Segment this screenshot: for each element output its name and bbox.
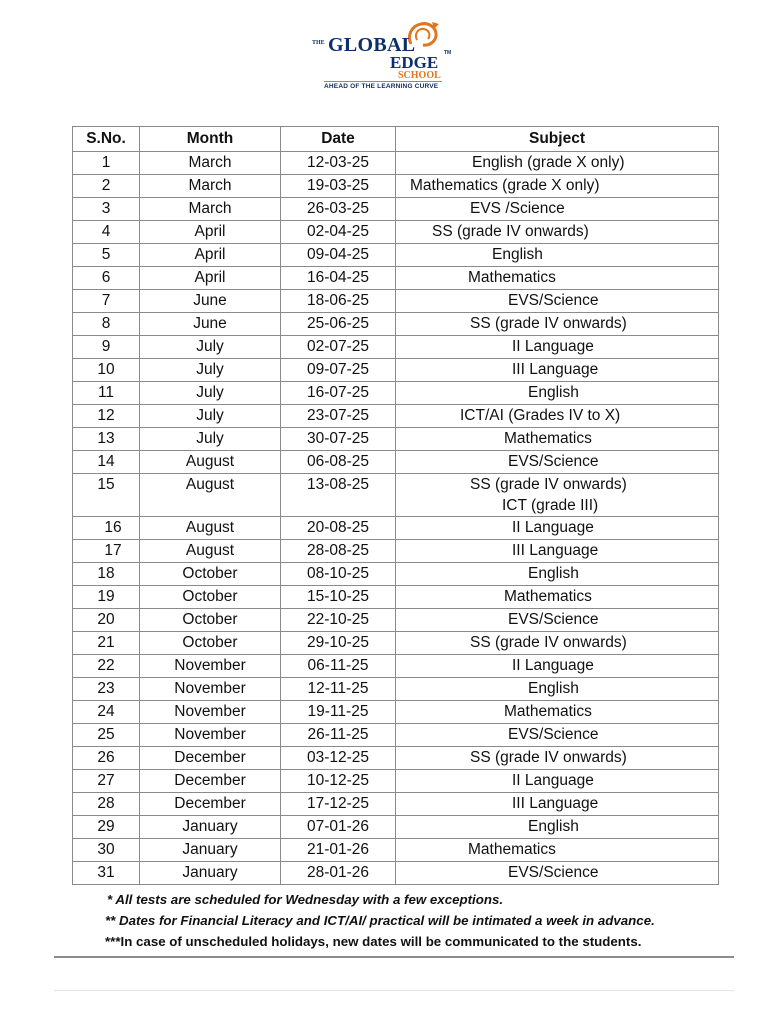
cell-date: 03-12-25 [281, 747, 396, 770]
table-row [73, 336, 719, 359]
cell-date: 19-03-25 [281, 175, 396, 198]
cell-date: 16-04-25 [281, 267, 396, 290]
subject-text: EVS /Science [470, 200, 565, 217]
subject-text: Mathematics [468, 841, 556, 858]
cell-subject [396, 747, 719, 770]
cell-subject [396, 451, 719, 474]
footnote-1: * All tests are scheduled for Wednesday with a few exceptions. [107, 892, 504, 907]
logo-global: GLOBAL [328, 34, 416, 56]
cell-date: 29-10-25 [281, 632, 396, 655]
table-row [73, 517, 719, 540]
logo-school: SCHOOL [398, 70, 441, 81]
subject-text: II Language [512, 772, 594, 789]
cell-subject [396, 816, 719, 839]
cell-subject [396, 586, 719, 609]
subject-text: English [528, 680, 579, 697]
cell-date: 22-10-25 [281, 609, 396, 632]
cell-date: 09-07-25 [281, 359, 396, 382]
cell-date: 21-01-26 [281, 839, 396, 862]
cell-date: 09-04-25 [281, 244, 396, 267]
cell-month: June [140, 290, 281, 313]
table-row [73, 221, 719, 244]
subject-text-secondary: ICT (grade III) [502, 497, 599, 514]
table-row [73, 678, 719, 701]
table-header-row [73, 127, 719, 152]
cell-sno: 27 [73, 770, 140, 793]
cell-subject [396, 701, 719, 724]
cell-subject [396, 313, 719, 336]
cell-date: 30-07-25 [281, 428, 396, 451]
cell-date: 08-10-25 [281, 563, 396, 586]
cell-date: 06-08-25 [281, 451, 396, 474]
cell-sno: 31 [73, 862, 140, 885]
cell-month: October [140, 632, 281, 655]
cell-subject [396, 175, 719, 198]
subject-text: English [528, 565, 579, 582]
school-logo [306, 20, 456, 94]
subject-text: SS (grade IV onwards) [470, 315, 627, 332]
cell-subject [396, 678, 719, 701]
cell-month: December [140, 770, 281, 793]
subject-text: EVS/Science [508, 611, 599, 628]
cell-month: November [140, 724, 281, 747]
subject-text: SS (grade IV onwards) [470, 476, 627, 493]
cell-subject [396, 632, 719, 655]
cell-sno: 24 [73, 701, 140, 724]
table-row [73, 382, 719, 405]
cell-month: November [140, 655, 281, 678]
cell-subject [396, 474, 719, 517]
logo-trademark: TM [444, 50, 452, 56]
table-row [73, 405, 719, 428]
cell-sno: 21 [73, 632, 140, 655]
cell-sno: 30 [73, 839, 140, 862]
table-row [73, 701, 719, 724]
cell-month: March [140, 152, 281, 175]
table-row [73, 655, 719, 678]
table-row [73, 563, 719, 586]
cell-subject [396, 540, 719, 563]
subject-text: Mathematics [468, 269, 556, 286]
cell-date: 13-08-25 [281, 474, 396, 517]
cell-subject [396, 359, 719, 382]
cell-sno: 28 [73, 793, 140, 816]
cell-month: July [140, 382, 281, 405]
table-row [73, 724, 719, 747]
cell-sno: 9 [73, 336, 140, 359]
table-row [73, 152, 719, 175]
table-row [73, 586, 719, 609]
cell-month: June [140, 313, 281, 336]
cell-date: 19-11-25 [281, 701, 396, 724]
cell-sno: 5 [73, 244, 140, 267]
cell-sno: 13 [73, 428, 140, 451]
cell-date: 10-12-25 [281, 770, 396, 793]
table-row [73, 770, 719, 793]
subject-text: II Language [512, 657, 594, 674]
divider-line-faint [54, 990, 734, 991]
cell-date: 12-11-25 [281, 678, 396, 701]
subject-text: English [528, 818, 579, 835]
cell-sno: 4 [73, 221, 140, 244]
subject-text: EVS/Science [508, 726, 599, 743]
subject-text: EVS/Science [508, 453, 599, 470]
cell-month: March [140, 198, 281, 221]
cell-subject [396, 609, 719, 632]
cell-sno: 2 [73, 175, 140, 198]
cell-sno: 26 [73, 747, 140, 770]
cell-sno: 17 [73, 540, 140, 563]
cell-sno: 10 [73, 359, 140, 382]
cell-subject [396, 221, 719, 244]
subject-text: SS (grade IV onwards) [470, 749, 627, 766]
cell-subject [396, 405, 719, 428]
cell-sno: 7 [73, 290, 140, 313]
cell-subject [396, 839, 719, 862]
subject-text: II Language [512, 519, 594, 536]
logo-tagline: AHEAD OF THE LEARNING CURVE [324, 83, 439, 90]
cell-date: 28-01-26 [281, 862, 396, 885]
cell-sno: 20 [73, 609, 140, 632]
cell-sno: 1 [73, 152, 140, 175]
cell-date: 18-06-25 [281, 290, 396, 313]
cell-date: 06-11-25 [281, 655, 396, 678]
subject-text: English [528, 384, 579, 401]
table-row [73, 747, 719, 770]
cell-date: 16-07-25 [281, 382, 396, 405]
table-row [73, 198, 719, 221]
table-row [73, 609, 719, 632]
cell-date: 26-11-25 [281, 724, 396, 747]
cell-month: July [140, 428, 281, 451]
cell-date: 23-07-25 [281, 405, 396, 428]
cell-subject [396, 382, 719, 405]
subject-text: Mathematics [504, 703, 592, 720]
cell-sno: 3 [73, 198, 140, 221]
cell-sno: 14 [73, 451, 140, 474]
cell-month: January [140, 839, 281, 862]
cell-date: 20-08-25 [281, 517, 396, 540]
subject-text: ICT/AI (Grades IV to X) [460, 407, 621, 424]
cell-date: 02-04-25 [281, 221, 396, 244]
cell-month: August [140, 540, 281, 563]
subject-text: Mathematics (grade X only) [410, 177, 600, 194]
cell-month: December [140, 793, 281, 816]
subject-text: Mathematics [504, 430, 592, 447]
table-row [73, 175, 719, 198]
cell-sno: 19 [73, 586, 140, 609]
subject-text: EVS/Science [508, 864, 599, 881]
subject-text: SS (grade IV onwards) [470, 634, 627, 651]
cell-month: October [140, 563, 281, 586]
cell-sno: 23 [73, 678, 140, 701]
cell-month: July [140, 405, 281, 428]
cell-sno: 16 [73, 517, 140, 540]
table-row [73, 244, 719, 267]
cell-month: August [140, 474, 281, 517]
cell-date: 15-10-25 [281, 586, 396, 609]
subject-text: II Language [512, 338, 594, 355]
header-month: Month [140, 127, 281, 152]
table-row [73, 793, 719, 816]
logo-edge: EDGE [390, 53, 439, 72]
subject-text: English [492, 246, 543, 263]
cell-date: 12-03-25 [281, 152, 396, 175]
cell-month: October [140, 586, 281, 609]
cell-subject [396, 793, 719, 816]
cell-subject [396, 563, 719, 586]
cell-subject [396, 336, 719, 359]
table-row [73, 474, 719, 517]
cell-subject [396, 770, 719, 793]
subject-text: EVS/Science [508, 292, 599, 309]
cell-month: March [140, 175, 281, 198]
cell-subject [396, 267, 719, 290]
cell-month: November [140, 678, 281, 701]
table-row [73, 313, 719, 336]
cell-sno: 25 [73, 724, 140, 747]
cell-month: November [140, 701, 281, 724]
header-subject: Subject [396, 127, 719, 152]
header-sno: S.No. [73, 127, 140, 152]
subject-text: III Language [512, 361, 599, 378]
cell-month: April [140, 244, 281, 267]
cell-month: July [140, 336, 281, 359]
logo-underline [324, 81, 442, 82]
table-body [73, 152, 719, 885]
subject-text: III Language [512, 542, 599, 559]
table-row [73, 290, 719, 313]
table-row [73, 267, 719, 290]
subject-text: SS (grade IV onwards) [432, 223, 589, 240]
cell-sno: 11 [73, 382, 140, 405]
cell-sno: 29 [73, 816, 140, 839]
subject-text: Mathematics [504, 588, 592, 605]
cell-date: 26-03-25 [281, 198, 396, 221]
cell-month: August [140, 517, 281, 540]
cell-month: April [140, 267, 281, 290]
table-row [73, 862, 719, 885]
cell-date: 25-06-25 [281, 313, 396, 336]
table-row [73, 816, 719, 839]
logo-the: THE [312, 40, 325, 46]
cell-month: August [140, 451, 281, 474]
cell-month: July [140, 359, 281, 382]
cell-month: April [140, 221, 281, 244]
cell-date: 17-12-25 [281, 793, 396, 816]
table-row [73, 632, 719, 655]
cell-sno: 6 [73, 267, 140, 290]
table-row [73, 540, 719, 563]
cell-sno: 15 [73, 474, 140, 517]
cell-subject [396, 244, 719, 267]
cell-month: October [140, 609, 281, 632]
subject-text: English (grade X only) [472, 154, 625, 171]
cell-date: 02-07-25 [281, 336, 396, 359]
cell-subject [396, 198, 719, 221]
cell-subject [396, 517, 719, 540]
cell-sno: 12 [73, 405, 140, 428]
footnote-2: ** Dates for Financial Literacy and ICT/AI/ practical will be intimated a week in advance. [105, 913, 655, 928]
table-row [73, 451, 719, 474]
cell-sno: 18 [73, 563, 140, 586]
footnote-3: ***In case of unscheduled holidays, new dates will be communicated to the students. [105, 934, 642, 949]
cell-month: January [140, 816, 281, 839]
cell-month: January [140, 862, 281, 885]
cell-date: 07-01-26 [281, 816, 396, 839]
table-row [73, 428, 719, 451]
cell-date: 28-08-25 [281, 540, 396, 563]
cell-subject [396, 152, 719, 175]
footnotes [105, 889, 655, 952]
cell-month: December [140, 747, 281, 770]
divider-line [54, 956, 734, 958]
cell-sno: 22 [73, 655, 140, 678]
cell-subject [396, 655, 719, 678]
cell-subject [396, 724, 719, 747]
table-row [73, 839, 719, 862]
table-row [73, 359, 719, 382]
test-schedule-table [72, 126, 719, 885]
header-date: Date [281, 127, 396, 152]
cell-subject [396, 428, 719, 451]
cell-sno: 8 [73, 313, 140, 336]
subject-text: III Language [512, 795, 599, 812]
cell-subject [396, 290, 719, 313]
cell-subject [396, 862, 719, 885]
